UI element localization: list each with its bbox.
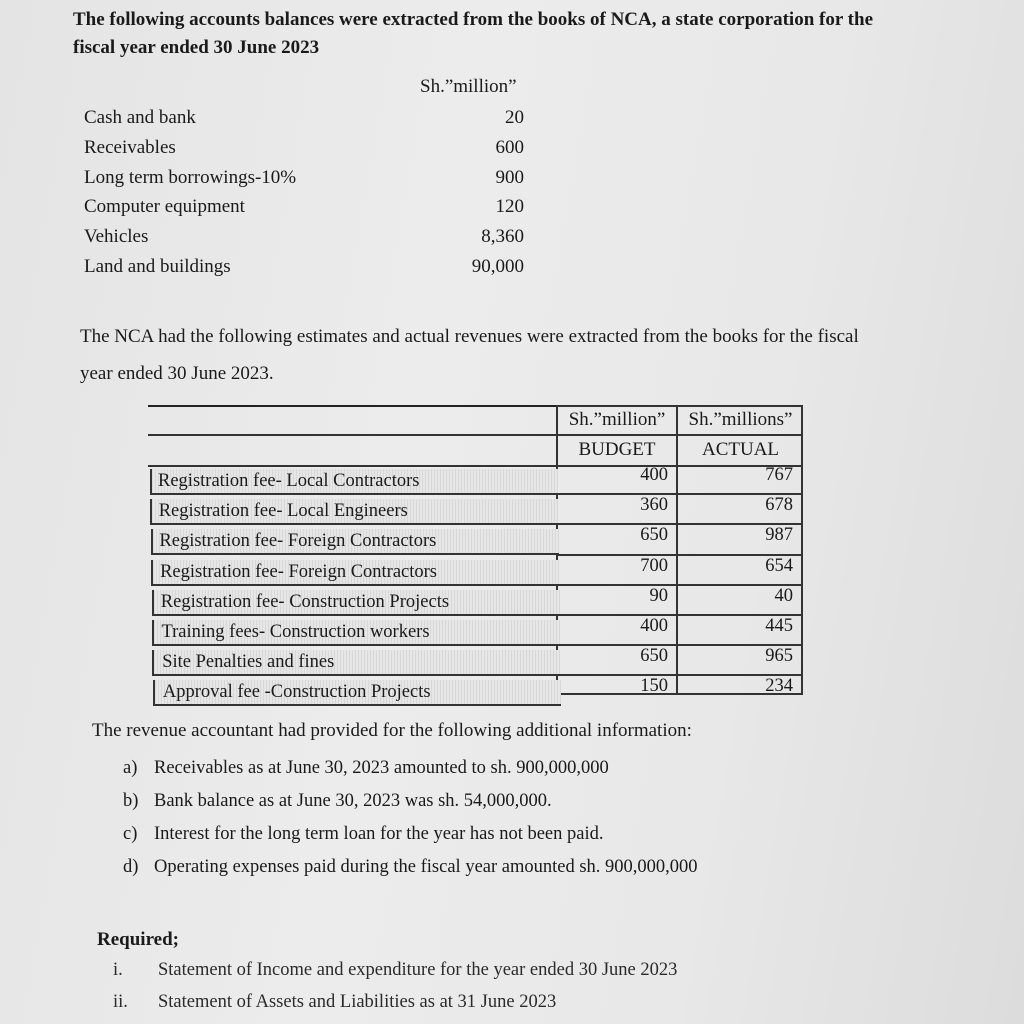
header-divider <box>148 434 558 436</box>
row-divider <box>556 434 803 436</box>
budget-unit-header: Sh.”million” <box>568 409 666 430</box>
balance-label: Receivables <box>84 137 176 158</box>
balance-value: 8,360 <box>481 226 524 247</box>
budget-value: 650 <box>640 525 668 545</box>
revenue-label: Registration fee- Foreign Contractors <box>160 562 438 582</box>
actual-unit-header: Sh.”millions” <box>688 409 793 430</box>
header-divider <box>148 465 558 467</box>
list-marker: d) <box>123 857 139 877</box>
balance-value: 90,000 <box>471 256 524 277</box>
balance-value: 20 <box>505 107 524 128</box>
balance-row <box>84 107 524 137</box>
required-heading: Required; <box>97 929 179 950</box>
list-marker: ii. <box>113 992 128 1012</box>
actual-value: 965 <box>765 646 793 666</box>
actual-value: 678 <box>765 495 793 515</box>
row-divider <box>556 644 803 646</box>
balance-label: Land and buildings <box>84 256 231 277</box>
revenue-label: Registration fee- Local Contractors <box>158 471 420 491</box>
revenue-label: Registration fee- Construction Projects <box>160 592 450 612</box>
balance-value: 900 <box>495 167 524 188</box>
revenue-label: Site Penalties and fines <box>162 652 335 672</box>
actual-value: 654 <box>765 556 793 576</box>
list-item: Interest for the long term loan for the year has not been paid. <box>154 824 604 844</box>
list-marker: c) <box>123 824 138 844</box>
revenue-table <box>148 405 803 708</box>
budget-value: 360 <box>640 495 668 515</box>
revenue-intro-paragraph: The NCA had the following estimates and actual revenues were extracted from the books for the fiscal year ended 30 June 2023. <box>80 326 859 384</box>
balance-label: Long term borrowings-10% <box>84 167 297 188</box>
row-divider <box>556 674 803 676</box>
list-item: Statement of Income and expenditure for the year ended 30 June 2023 <box>158 960 678 980</box>
additional-info-heading: The revenue accountant had provided for the following additional information: <box>92 720 692 741</box>
budget-value: 400 <box>640 616 668 636</box>
row-divider <box>556 523 803 525</box>
budget-value: 150 <box>640 676 668 696</box>
revenue-label: Registration fee- Foreign Contractors <box>159 531 437 551</box>
budget-column-header: BUDGET <box>578 439 656 460</box>
actual-value: 234 <box>765 676 793 696</box>
balance-value: 600 <box>495 137 524 158</box>
list-item: Receivables as at June 30, 2023 amounted to sh. 900,000,000 <box>154 758 609 778</box>
intro-paragraph: The following accounts balances were extracted from the books of NCA, a state corporation for the fiscal year ended 30 June 2023 <box>73 9 874 58</box>
row-divider <box>556 493 803 495</box>
actual-column-header: ACTUAL <box>701 439 780 460</box>
balance-row <box>84 226 524 256</box>
list-item: Bank balance as at June 30, 2023 was sh. 54,000,000. <box>154 791 552 811</box>
list-item: Operating expenses paid during the fiscal year amounted sh. 900,000,000 <box>154 857 698 877</box>
list-item: Statement of Assets and Liabilities as at 31 June 2023 <box>158 992 557 1012</box>
budget-value: 90 <box>649 586 668 606</box>
row-divider <box>556 554 803 556</box>
balances-unit-header: Sh.”million” <box>420 76 517 97</box>
actual-value: 987 <box>765 525 793 545</box>
actual-value: 40 <box>774 586 793 606</box>
revenue-label: Approval fee -Construction Projects <box>162 682 431 702</box>
balance-label: Vehicles <box>84 226 149 247</box>
budget-value: 700 <box>640 556 668 576</box>
balance-label: Computer equipment <box>84 196 245 217</box>
balance-row <box>84 256 524 286</box>
revenue-label: Registration fee- Local Engineers <box>158 501 408 521</box>
balance-value: 120 <box>495 196 524 217</box>
actual-value: 445 <box>765 616 793 636</box>
balance-row <box>84 167 524 197</box>
list-marker: b) <box>123 791 139 811</box>
list-marker: a) <box>123 758 138 778</box>
row-divider <box>556 614 803 616</box>
row-divider <box>556 584 803 586</box>
balance-label: Cash and bank <box>84 107 196 128</box>
actual-value: 767 <box>765 465 793 485</box>
budget-value: 400 <box>640 465 668 485</box>
balance-row <box>84 137 524 167</box>
balance-row <box>84 196 524 226</box>
revenue-label: Training fees- Construction workers <box>161 622 430 642</box>
list-marker: i. <box>113 960 123 980</box>
budget-value: 650 <box>640 646 668 666</box>
